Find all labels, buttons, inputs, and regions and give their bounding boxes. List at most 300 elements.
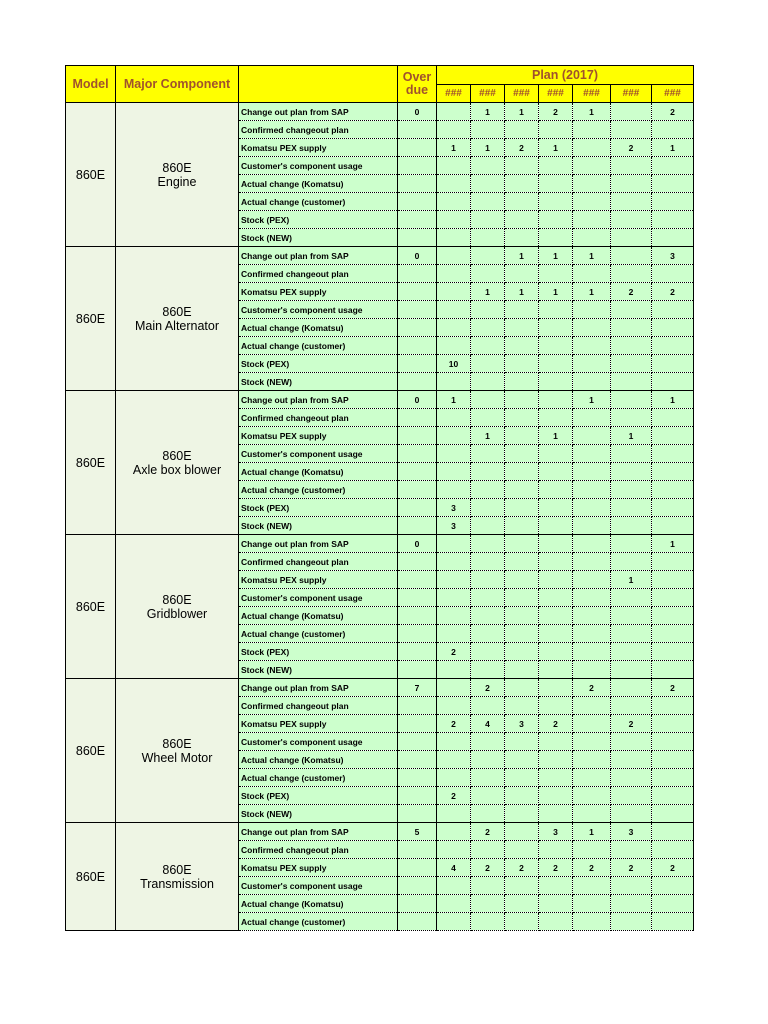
component-line: Engine <box>157 174 197 189</box>
row-label: Customer's component usage <box>239 589 398 607</box>
plan-cell <box>611 301 652 319</box>
row-label: Customer's component usage <box>239 157 398 175</box>
plan-cell <box>611 697 652 715</box>
plan-cell <box>611 193 652 211</box>
plan-cell <box>539 157 573 175</box>
plan-cell <box>652 625 694 643</box>
plan-cell <box>471 607 505 625</box>
plan-cell <box>573 229 611 247</box>
plan-cell <box>437 733 471 751</box>
overdue-cell: 5 <box>398 823 437 841</box>
plan-cell: 1 <box>573 103 611 121</box>
plan-cell <box>471 589 505 607</box>
component-line: Wheel Motor <box>141 750 213 765</box>
plan-cell <box>539 355 573 373</box>
plan-cell <box>505 319 539 337</box>
plan-cell <box>611 751 652 769</box>
plan-cell: 1 <box>471 103 505 121</box>
row-label: Actual change (customer) <box>239 913 398 931</box>
plan-cell <box>505 589 539 607</box>
plan-cell <box>505 535 539 553</box>
plan-cell <box>652 697 694 715</box>
row-label: Confirmed changeout plan <box>239 265 398 283</box>
plan-cell <box>505 769 539 787</box>
plan-cell: 2 <box>652 103 694 121</box>
component-line: 860E <box>162 448 192 463</box>
component-line: 860E <box>162 862 192 877</box>
plan-cell: 2 <box>611 859 652 877</box>
plan-cell <box>611 247 652 265</box>
plan-cell: 1 <box>652 391 694 409</box>
plan-cell <box>611 517 652 535</box>
overdue-cell: 0 <box>398 103 437 121</box>
plan-cell <box>652 517 694 535</box>
header-plan: Plan (2017) <box>437 66 694 85</box>
plan-cell <box>611 841 652 859</box>
plan-cell <box>505 481 539 499</box>
plan-cell <box>652 157 694 175</box>
plan-cell <box>573 355 611 373</box>
header-month-3: ### <box>505 85 539 103</box>
overdue-cell <box>398 625 437 643</box>
plan-cell: 2 <box>471 679 505 697</box>
overdue-cell <box>398 499 437 517</box>
plan-cell <box>573 445 611 463</box>
header-month-5: ### <box>573 85 611 103</box>
plan-cell <box>471 625 505 643</box>
model-cell: 860E <box>66 391 116 535</box>
plan-cell <box>573 895 611 913</box>
plan-cell <box>505 841 539 859</box>
plan-cell <box>437 571 471 589</box>
model-cell: 860E <box>66 247 116 391</box>
plan-cell <box>652 661 694 679</box>
row-label: Change out plan from SAP <box>239 103 398 121</box>
overdue-cell <box>398 877 437 895</box>
plan-cell <box>573 337 611 355</box>
plan-cell: 1 <box>539 283 573 301</box>
plan-cell <box>471 769 505 787</box>
plan-cell <box>539 301 573 319</box>
component-cell <box>116 535 239 679</box>
header-major-component: Major Component <box>116 66 239 103</box>
plan-cell <box>471 661 505 679</box>
component-line: 860E <box>162 736 192 751</box>
plan-cell <box>611 103 652 121</box>
plan-cell <box>611 373 652 391</box>
plan-cell <box>539 229 573 247</box>
plan-cell <box>505 607 539 625</box>
row-label: Actual change (Komatsu) <box>239 895 398 913</box>
plan-cell <box>471 157 505 175</box>
plan-cell: 1 <box>573 391 611 409</box>
row-label: Confirmed changeout plan <box>239 121 398 139</box>
plan-cell <box>539 175 573 193</box>
plan-cell <box>539 319 573 337</box>
row-label: Customer's component usage <box>239 733 398 751</box>
overdue-cell <box>398 733 437 751</box>
plan-cell <box>611 625 652 643</box>
plan-cell <box>573 913 611 931</box>
plan-cell <box>539 895 573 913</box>
component-plan-table <box>65 65 694 931</box>
component-line: 860E <box>162 592 192 607</box>
overdue-cell <box>398 193 437 211</box>
plan-cell <box>652 733 694 751</box>
plan-cell <box>573 463 611 481</box>
header-row-label-blank <box>239 66 398 103</box>
plan-cell <box>652 499 694 517</box>
row-label: Customer's component usage <box>239 877 398 895</box>
plan-cell <box>573 499 611 517</box>
plan-cell <box>573 157 611 175</box>
plan-cell <box>505 301 539 319</box>
plan-cell <box>505 445 539 463</box>
plan-cell <box>471 355 505 373</box>
overdue-cell <box>398 301 437 319</box>
row-label: Stock (PEX) <box>239 643 398 661</box>
plan-cell <box>437 823 471 841</box>
plan-cell <box>505 913 539 931</box>
plan-cell <box>539 805 573 823</box>
plan-cell <box>573 607 611 625</box>
row-label: Stock (NEW) <box>239 517 398 535</box>
plan-cell <box>539 193 573 211</box>
row-label: Actual change (Komatsu) <box>239 751 398 769</box>
component-line: Axle box blower <box>132 462 222 477</box>
overdue-cell <box>398 121 437 139</box>
plan-cell <box>652 229 694 247</box>
overdue-cell: 0 <box>398 391 437 409</box>
plan-cell <box>471 337 505 355</box>
plan-cell <box>652 607 694 625</box>
plan-cell <box>539 265 573 283</box>
row-label: Stock (NEW) <box>239 661 398 679</box>
plan-cell <box>652 553 694 571</box>
plan-cell <box>505 373 539 391</box>
plan-cell <box>573 643 611 661</box>
component-line: 860E <box>162 304 192 319</box>
plan-cell <box>652 193 694 211</box>
plan-cell <box>437 769 471 787</box>
plan-cell <box>611 535 652 553</box>
plan-cell <box>573 517 611 535</box>
plan-cell <box>437 535 471 553</box>
plan-cell <box>505 409 539 427</box>
plan-cell <box>652 319 694 337</box>
plan-cell <box>652 715 694 733</box>
row-label: Customer's component usage <box>239 301 398 319</box>
overdue-cell <box>398 805 437 823</box>
plan-cell <box>611 895 652 913</box>
plan-cell <box>471 787 505 805</box>
plan-cell <box>652 571 694 589</box>
plan-cell <box>611 787 652 805</box>
plan-cell <box>573 751 611 769</box>
overdue-cell <box>398 787 437 805</box>
plan-cell <box>573 211 611 229</box>
plan-cell <box>539 481 573 499</box>
row-label: Actual change (Komatsu) <box>239 463 398 481</box>
plan-cell <box>437 697 471 715</box>
plan-cell <box>471 841 505 859</box>
row-label: Actual change (Komatsu) <box>239 607 398 625</box>
overdue-cell <box>398 463 437 481</box>
row-label: Actual change (customer) <box>239 769 398 787</box>
plan-cell <box>505 463 539 481</box>
plan-cell <box>437 157 471 175</box>
plan-cell <box>437 589 471 607</box>
plan-cell <box>573 805 611 823</box>
plan-cell <box>437 625 471 643</box>
plan-cell <box>539 409 573 427</box>
plan-cell <box>539 121 573 139</box>
plan-cell: 2 <box>611 283 652 301</box>
plan-cell <box>437 553 471 571</box>
plan-cell <box>652 463 694 481</box>
plan-cell <box>611 355 652 373</box>
plan-cell <box>471 121 505 139</box>
plan-cell: 2 <box>611 139 652 157</box>
overdue-cell <box>398 445 437 463</box>
plan-cell <box>652 589 694 607</box>
plan-cell <box>573 661 611 679</box>
plan-cell <box>505 211 539 229</box>
plan-cell: 1 <box>652 535 694 553</box>
plan-cell <box>471 193 505 211</box>
plan-cell <box>539 769 573 787</box>
plan-cell <box>471 643 505 661</box>
row-label: Actual change (Komatsu) <box>239 175 398 193</box>
overdue-cell: 0 <box>398 535 437 553</box>
plan-cell <box>573 175 611 193</box>
header-overdue: Over due <box>398 66 437 103</box>
overdue-cell <box>398 751 437 769</box>
plan-cell: 1 <box>652 139 694 157</box>
plan-cell <box>573 373 611 391</box>
plan-cell <box>471 445 505 463</box>
row-label: Komatsu PEX supply <box>239 283 398 301</box>
overdue-cell <box>398 607 437 625</box>
header-model: Model <box>66 66 116 103</box>
plan-cell <box>573 427 611 445</box>
plan-cell <box>437 211 471 229</box>
plan-cell <box>437 445 471 463</box>
plan-cell: 10 <box>437 355 471 373</box>
component-cell <box>116 103 239 247</box>
plan-cell <box>573 625 611 643</box>
plan-cell <box>573 733 611 751</box>
plan-cell <box>471 805 505 823</box>
row-label: Confirmed changeout plan <box>239 409 398 427</box>
component-cell <box>116 679 239 823</box>
plan-cell <box>539 751 573 769</box>
plan-cell <box>505 679 539 697</box>
plan-cell <box>652 787 694 805</box>
row-label: Stock (PEX) <box>239 355 398 373</box>
plan-cell <box>539 445 573 463</box>
plan-cell <box>539 733 573 751</box>
plan-cell <box>437 481 471 499</box>
plan-cell <box>539 913 573 931</box>
overdue-cell <box>398 715 437 733</box>
plan-cell <box>539 625 573 643</box>
plan-cell <box>611 319 652 337</box>
plan-cell: 3 <box>539 823 573 841</box>
plan-cell <box>471 373 505 391</box>
plan-cell <box>652 121 694 139</box>
table-row <box>66 823 694 841</box>
plan-cell <box>539 517 573 535</box>
plan-cell: 1 <box>505 247 539 265</box>
plan-cell <box>437 607 471 625</box>
plan-cell <box>539 211 573 229</box>
plan-cell <box>539 499 573 517</box>
plan-cell <box>471 913 505 931</box>
overdue-cell <box>398 517 437 535</box>
plan-cell <box>652 301 694 319</box>
plan-cell <box>652 409 694 427</box>
overdue-cell <box>398 643 437 661</box>
component-line: Main Alternator <box>134 318 220 333</box>
overdue-cell <box>398 859 437 877</box>
plan-cell <box>539 841 573 859</box>
plan-cell: 3 <box>652 247 694 265</box>
plan-cell <box>505 175 539 193</box>
row-label: Change out plan from SAP <box>239 535 398 553</box>
header-month-4: ### <box>539 85 573 103</box>
plan-cell <box>573 319 611 337</box>
plan-cell <box>505 751 539 769</box>
component-line: Transmission <box>140 876 214 891</box>
plan-cell <box>437 427 471 445</box>
model-cell: 860E <box>66 535 116 679</box>
overdue-cell <box>398 553 437 571</box>
plan-cell <box>471 571 505 589</box>
overdue-cell <box>398 841 437 859</box>
plan-cell <box>471 517 505 535</box>
plan-cell: 2 <box>505 859 539 877</box>
plan-cell <box>505 391 539 409</box>
overdue-cell: 7 <box>398 679 437 697</box>
plan-cell <box>505 895 539 913</box>
plan-cell <box>437 805 471 823</box>
plan-cell <box>652 805 694 823</box>
row-label: Komatsu PEX supply <box>239 571 398 589</box>
row-label: Change out plan from SAP <box>239 247 398 265</box>
plan-cell <box>437 679 471 697</box>
plan-cell: 4 <box>471 715 505 733</box>
plan-cell <box>437 103 471 121</box>
plan-cell <box>539 535 573 553</box>
plan-cell <box>611 607 652 625</box>
overdue-cell <box>398 895 437 913</box>
table-row <box>66 535 694 553</box>
row-label: Change out plan from SAP <box>239 679 398 697</box>
plan-cell <box>471 265 505 283</box>
row-label: Stock (PEX) <box>239 499 398 517</box>
plan-cell <box>437 463 471 481</box>
component-line: Gridblower <box>146 606 208 621</box>
plan-cell <box>652 769 694 787</box>
plan-cell <box>611 643 652 661</box>
plan-cell: 4 <box>437 859 471 877</box>
plan-cell <box>505 337 539 355</box>
component-cell <box>116 823 239 931</box>
plan-cell <box>573 481 611 499</box>
plan-cell <box>573 193 611 211</box>
plan-cell <box>573 535 611 553</box>
plan-cell <box>539 661 573 679</box>
plan-cell <box>437 175 471 193</box>
plan-cell <box>471 751 505 769</box>
plan-cell <box>573 589 611 607</box>
plan-cell: 3 <box>437 499 471 517</box>
overdue-cell <box>398 697 437 715</box>
plan-cell <box>611 589 652 607</box>
overdue-cell <box>398 571 437 589</box>
plan-cell: 2 <box>539 103 573 121</box>
plan-cell <box>437 373 471 391</box>
plan-cell <box>505 625 539 643</box>
model-cell: 860E <box>66 679 116 823</box>
row-label: Komatsu PEX supply <box>239 715 398 733</box>
overdue-cell <box>398 589 437 607</box>
plan-cell <box>505 661 539 679</box>
plan-cell <box>539 697 573 715</box>
plan-cell <box>437 913 471 931</box>
header-month-7: ### <box>652 85 694 103</box>
plan-cell <box>471 895 505 913</box>
plan-cell: 2 <box>573 679 611 697</box>
plan-cell <box>573 571 611 589</box>
plan-cell: 2 <box>539 859 573 877</box>
overdue-cell <box>398 481 437 499</box>
plan-cell <box>652 265 694 283</box>
plan-cell <box>611 175 652 193</box>
plan-cell <box>611 733 652 751</box>
model-cell: 860E <box>66 823 116 931</box>
plan-cell <box>573 139 611 157</box>
row-label: Confirmed changeout plan <box>239 841 398 859</box>
plan-cell: 1 <box>539 139 573 157</box>
row-label: Stock (NEW) <box>239 229 398 247</box>
plan-cell <box>505 733 539 751</box>
plan-cell <box>573 697 611 715</box>
plan-cell <box>437 229 471 247</box>
plan-cell <box>652 445 694 463</box>
plan-cell: 1 <box>611 427 652 445</box>
component-line: 860E <box>162 160 192 175</box>
plan-cell <box>611 409 652 427</box>
plan-cell <box>437 895 471 913</box>
plan-cell <box>652 355 694 373</box>
plan-cell <box>652 373 694 391</box>
plan-cell <box>437 283 471 301</box>
plan-cell <box>505 805 539 823</box>
plan-cell <box>611 211 652 229</box>
plan-cell <box>505 787 539 805</box>
table-row <box>66 103 694 121</box>
plan-cell <box>611 445 652 463</box>
plan-cell <box>573 265 611 283</box>
plan-cell <box>652 643 694 661</box>
component-cell <box>116 247 239 391</box>
plan-cell <box>539 787 573 805</box>
plan-cell <box>611 121 652 139</box>
plan-cell <box>505 697 539 715</box>
plan-cell <box>505 427 539 445</box>
